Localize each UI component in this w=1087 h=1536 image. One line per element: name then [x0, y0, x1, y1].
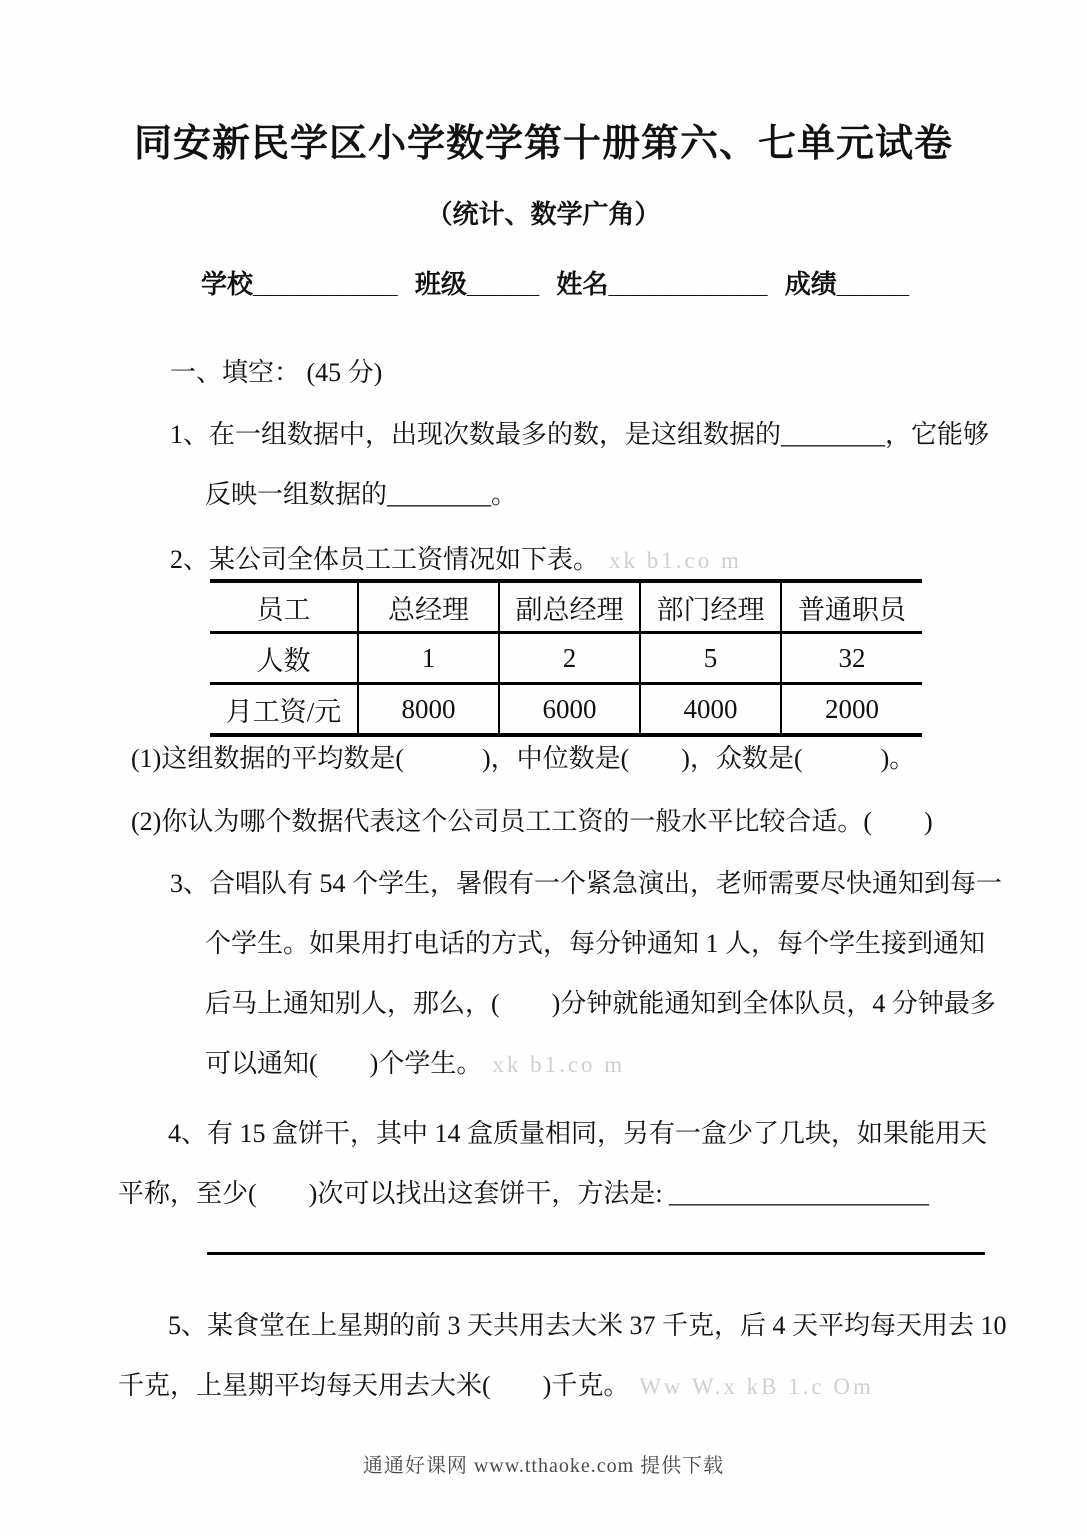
- question-3-line-2: 个学生。如果用打电话的方式，每分钟通知 1 人，每个学生接到通知: [205, 929, 986, 958]
- score-blank: _____: [836, 269, 910, 299]
- watermark-text: xk b1.co m: [492, 1052, 626, 1077]
- table-cell: 8000: [358, 684, 499, 736]
- exam-subtitle: （统计、数学广角）: [426, 199, 661, 229]
- table-header-cell: 副总经理: [499, 581, 640, 633]
- table-cell: 6000: [499, 684, 640, 736]
- school-label: 学校: [201, 269, 254, 299]
- table-header-cell: 普通职员: [781, 581, 922, 633]
- class-blank: _____: [466, 269, 540, 299]
- exam-title: 同安新民学区小学数学第十册第六、七单元试卷: [133, 123, 953, 165]
- question-1-line-1: 1、在一组数据中，出现次数最多的数，是这组数据的________，它能够: [170, 420, 990, 449]
- table-row-label: 人数: [210, 633, 358, 684]
- question-2-intro-text: 2、某公司全体员工工资情况如下表。: [170, 545, 600, 574]
- answer-blank-line: [207, 1252, 985, 1255]
- table-cell: 2: [499, 633, 640, 684]
- question-5-line-2-text: 千克，上星期平均每天用去大米( )千克。: [118, 1371, 630, 1400]
- section-heading: 一、填空： (45 分): [170, 358, 383, 387]
- table-header-cell: 部门经理: [640, 581, 781, 633]
- table-row-label: 月工资/元: [225, 696, 342, 727]
- question-2-sub-2: (2)你认为哪个数据代表这个公司员工工资的一般水平比较合适。( ): [131, 807, 933, 836]
- table-cell: 32: [781, 633, 922, 684]
- watermark-text: xk b1.co m: [609, 548, 742, 573]
- table-cell: 4000: [640, 684, 781, 736]
- question-5-line-2: [118, 1369, 874, 1404]
- question-2-intro: [170, 543, 742, 578]
- table-cell: 1: [358, 633, 499, 684]
- table-row: [210, 633, 922, 684]
- table-header-cell: 总经理: [358, 581, 499, 633]
- name-label: 姓名: [556, 269, 609, 299]
- name-blank: ___________: [608, 269, 768, 299]
- salary-table: [210, 579, 922, 737]
- question-5-line-1: 5、某食堂在上星期的前 3 天共用去大米 37 千克，后 4 天平均每天用去 10: [168, 1311, 1007, 1340]
- watermark-text: Ww W.x kB 1.c Om: [639, 1374, 874, 1399]
- class-label: 班级: [414, 269, 467, 299]
- question-2-sub-1: (1)这组数据的平均数是( )，中位数是( )，众数是( )。: [131, 744, 916, 773]
- question-3-line-1: 3、合唱队有 54 个学生，暑假有一个紧急演出，老师需要尽快通知到每一: [170, 869, 1003, 898]
- score-label: 成绩: [784, 269, 837, 299]
- school-blank: __________: [253, 269, 398, 299]
- table-cell: 2000: [781, 684, 922, 736]
- question-3-line-4-text: 可以通知( )个学生。: [205, 1049, 483, 1078]
- table-header-row: [210, 581, 922, 633]
- student-info-line: [201, 264, 909, 301]
- footer-credit: 通通好课网 www.tthaoke.com 提供下载: [362, 1455, 725, 1477]
- question-1-line-2: 反映一组数据的________。: [205, 480, 518, 509]
- question-3-line-3: 后马上通知别人，那么，( )分钟就能通知到全体队员，4 分钟最多: [205, 989, 996, 1018]
- table-header-cell: 员工: [210, 581, 358, 633]
- question-4-line-2: 平称，至少( )次可以找出这套饼干，方法是: ____________________: [118, 1179, 930, 1208]
- table-row: [210, 684, 922, 736]
- table-cell: 5: [640, 633, 781, 684]
- question-3-line-4: [205, 1047, 625, 1082]
- question-4-line-1: 4、有 15 盒饼干，其中 14 盒质量相同，另有一盒少了几块，如果能用天: [168, 1119, 988, 1148]
